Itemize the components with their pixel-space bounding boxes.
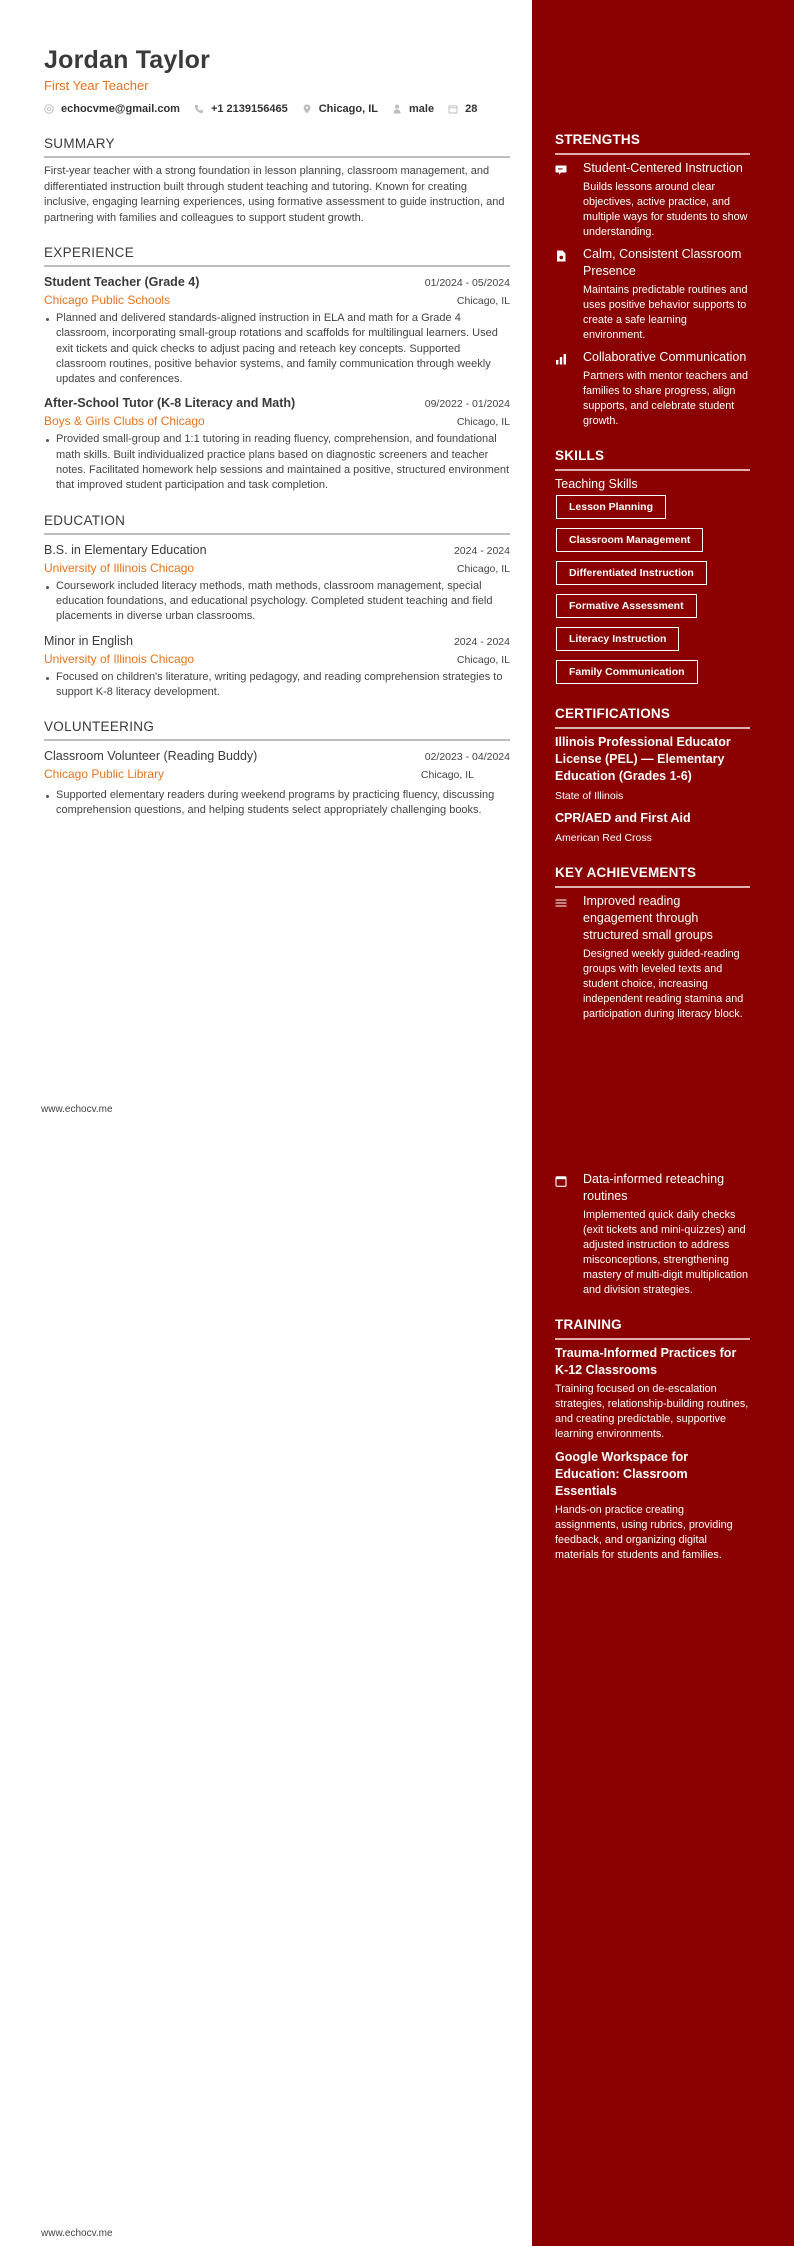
job-location: Chicago, IL <box>456 416 510 429</box>
volunteering-section <box>44 718 510 819</box>
section-title: EDUCATION <box>44 512 126 528</box>
school-location: Chicago, IL <box>456 562 510 575</box>
section-title: EXPERIENCE <box>44 245 135 260</box>
school: University of Illinois Chicago <box>44 651 195 666</box>
section-title: KEY ACHIEVEMENTS <box>555 865 697 880</box>
volunteering-entry <box>44 747 510 819</box>
training-desc: Hands-on practice creating assignments, using rubrics, providing feedback, and organizing digital materials for students and families. <box>555 1504 733 1561</box>
strength-desc: Partners with mentor teachers and families to share progress, align supports, and celebrate student growth. <box>583 370 749 427</box>
education-bullet: Coursework included literacy methods, math methods, classroom management, special education foundations, and educational psychology. Completed student teaching and field placements in diverse urban classrooms. <box>44 579 510 625</box>
person-icon <box>392 104 402 114</box>
speech-bubble-icon <box>555 160 583 240</box>
summary-section <box>44 135 510 226</box>
volunteer-role: Classroom Volunteer (Reading Buddy) <box>44 749 258 764</box>
section-title: STRENGTHS <box>555 132 641 147</box>
degree: Minor in English <box>44 633 133 648</box>
education-entry <box>44 632 510 701</box>
job-role: After-School Tutor (K-8 Literacy and Math) <box>44 396 296 411</box>
achievement-title: Data-informed reteaching routines <box>583 1172 725 1203</box>
education-dates: 2024 - 2024 <box>453 635 510 648</box>
certification-issuer: State of Illinois <box>555 790 624 802</box>
experience-entry <box>44 273 510 387</box>
age-value: 28 <box>465 103 478 115</box>
experience-section <box>44 244 510 494</box>
contact-email <box>44 103 180 115</box>
calendar-icon <box>555 1171 583 1298</box>
school-location: Chicago, IL <box>456 653 510 666</box>
certification-name: CPR/AED and First Aid <box>555 811 691 825</box>
training-name: Google Workspace for Education: Classroom Essentials <box>555 1450 689 1498</box>
section-title: CERTIFICATIONS <box>555 706 671 721</box>
section-title: SUMMARY <box>44 136 115 151</box>
education-section <box>44 512 510 700</box>
volunteer-org: Chicago Public Library <box>44 767 165 782</box>
section-title: VOLUNTEERING <box>44 719 155 735</box>
volunteer-dates: 02/2023 - 04/2024 <box>424 751 510 764</box>
strength-title: Calm, Consistent Classroom Presence <box>583 247 742 278</box>
volunteer-location: Chicago, IL <box>420 769 474 782</box>
achievement-desc: Implemented quick daily checks (exit tickets and mini-quizzes) and adjusted instruction to address misconceptions, strengthening mastery of multi-digit multiplication and division strategies. <box>583 1209 749 1296</box>
employer: Chicago Public Schools <box>44 293 171 307</box>
calendar-icon <box>448 104 458 114</box>
certification-issuer: American Red Cross <box>555 832 652 844</box>
job-bullet: Planned and delivered standards-aligned instruction in ELA and math for a Grade 4 classroom, incorporating small-group rotations and scaffolds for multilingual learners. Used exit tickets and quick checks to adjust pacing and reteach key concepts. Supported classroom routines, positive behavior systems, and family communication through weekly updates and conferences. <box>44 311 510 387</box>
sidebar-page-1 <box>555 131 750 1022</box>
contact-gender <box>392 103 434 115</box>
section-title: SKILLS <box>555 448 605 463</box>
list-lines-icon <box>555 893 583 1022</box>
section-title: TRAINING <box>555 1317 622 1332</box>
achievement-item <box>555 1171 750 1298</box>
job-dates: 09/2022 - 01/2024 <box>424 398 510 411</box>
certifications-section <box>555 705 750 846</box>
skill-tag: Classroom Management <box>556 528 703 552</box>
bar-chart-icon <box>555 349 583 429</box>
achievements-section <box>555 864 750 1022</box>
strength-item <box>555 160 750 240</box>
strength-item <box>555 246 750 343</box>
certification-name: Illinois Professional Educator License (PEL) — Elementary Education (Grades 1-6) <box>555 735 731 783</box>
candidate-name: Jordan Taylor <box>44 46 211 74</box>
location-value: Chicago, IL <box>318 103 378 115</box>
skill-tag: Lesson Planning <box>556 495 666 519</box>
email-value: echocvme@gmail.com <box>61 103 180 115</box>
contact-bar <box>44 101 510 117</box>
job-role: Student Teacher (Grade 4) <box>44 275 200 289</box>
section-divider <box>44 265 510 267</box>
skill-tag: Differentiated Instruction <box>556 561 707 585</box>
job-bullet: Provided small-group and 1:1 tutoring in reading fluency, comprehension, and foundational math skills. Built individualized practice plans based on diagnostic screeners and teacher notes. Facilitated homework help sessions and maintained a positive, structured environment that improved student participation and task completion. <box>44 432 510 493</box>
location-pin-icon <box>302 104 312 114</box>
contact-phone <box>194 103 288 115</box>
skills-category: Teaching Skills <box>555 477 638 491</box>
footer-link[interactable]: www.echocv.me <box>41 1104 113 1115</box>
skills-section <box>555 447 750 693</box>
training-desc: Training focused on de-escalation strategies, relationship-building routines, and creating predictable, supportive learning environments. <box>555 1383 749 1440</box>
degree: B.S. in Elementary Education <box>44 542 207 557</box>
education-entry <box>44 541 510 625</box>
training-section <box>555 1316 750 1563</box>
section-divider <box>44 739 510 741</box>
skill-tag: Family Communication <box>556 660 698 684</box>
strengths-section <box>555 131 750 429</box>
section-divider <box>555 727 750 729</box>
strength-title: Collaborative Communication <box>583 350 747 364</box>
experience-entry <box>44 394 510 493</box>
volunteer-bullet: Supported elementary readers during weekend programs by practicing fluency, discussing comprehension questions, and helping students select appropriately challenging books. <box>44 788 510 819</box>
section-divider <box>44 533 510 535</box>
skill-tag: Formative Assessment <box>556 594 697 618</box>
achievement-desc: Designed weekly guided-reading groups with leveled texts and student choice, increasing independent reading stamina and participation during literacy block. <box>583 948 744 1020</box>
skill-tags <box>555 495 750 693</box>
contact-age <box>448 103 477 115</box>
strength-desc: Maintains predictable routines and uses positive behavior supports to create a safe learning environment. <box>583 284 748 341</box>
section-divider <box>555 886 750 888</box>
education-dates: 2024 - 2024 <box>453 544 510 557</box>
achievement-title: Improved reading engagement through structured small groups <box>583 894 713 942</box>
training-name: Trauma-Informed Practices for K-12 Classrooms <box>555 1346 737 1377</box>
phone-value: +1 2139156465 <box>210 103 288 115</box>
footer-link[interactable]: www.echocv.me <box>41 2228 113 2239</box>
section-divider <box>44 156 510 158</box>
sidebar-page-2 <box>555 1171 750 1570</box>
strength-item <box>555 349 750 429</box>
main-column <box>44 44 510 826</box>
section-divider <box>555 1338 750 1340</box>
strength-desc: Builds lessons around clear objectives, active practice, and multiple ways for students to show understanding. <box>583 181 748 238</box>
job-location: Chicago, IL <box>456 295 510 307</box>
section-divider <box>555 469 750 471</box>
achievement-item <box>555 893 750 1022</box>
summary-text: First-year teacher with a strong foundation in lesson planning, classroom management, and differentiated instruction built through student teaching and tutoring. Known for creating inclusive, engaging learning experiences, using formative assessment to guide instruction, and partnering with families and colleagues to support student growth. <box>44 165 505 224</box>
phone-icon <box>194 104 204 114</box>
education-bullet: Focused on children's literature, writing pedagogy, and reading comprehension strategies to support K-8 literacy development. <box>44 670 510 701</box>
job-dates: 01/2024 - 05/2024 <box>424 277 510 289</box>
at-icon <box>44 104 54 114</box>
section-divider <box>555 153 750 155</box>
job-title: First Year Teacher <box>44 78 149 93</box>
document-icon <box>555 246 583 343</box>
skill-tag: Literacy Instruction <box>556 627 679 651</box>
school: University of Illinois Chicago <box>44 560 195 575</box>
strength-title: Student-Centered Instruction <box>583 161 743 175</box>
contact-location <box>302 103 378 115</box>
employer: Boys & Girls Clubs of Chicago <box>44 414 205 429</box>
gender-value: male <box>409 103 435 115</box>
